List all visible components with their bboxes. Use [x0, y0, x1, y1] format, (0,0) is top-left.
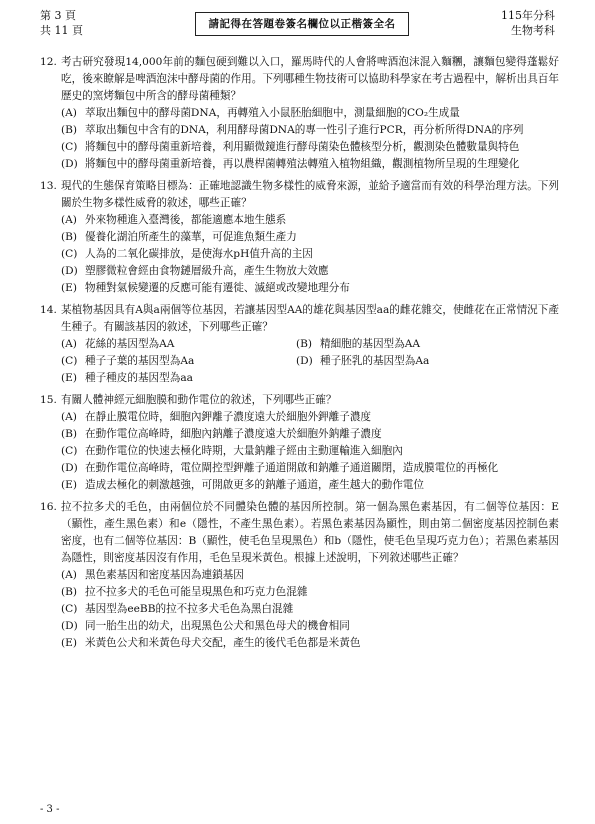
- option-text: 在動作電位高峰時，細胞內鈉離子濃度遠大於細胞外鈉離子濃度: [85, 428, 382, 440]
- question-16: [40, 499, 559, 652]
- option-text: 塑膠微粒會經由食物鏈層級升高，產生生物放大效應: [85, 265, 329, 277]
- option-d: [40, 263, 559, 280]
- option-a: [61, 336, 296, 353]
- option-label: (B): [296, 338, 313, 350]
- option-text: 基因型為eeBB的拉不拉多犬毛色為黑白混雜: [85, 603, 294, 615]
- option-c: [61, 353, 296, 370]
- option-e: [40, 477, 559, 494]
- option-e: [40, 635, 559, 652]
- option-e: [40, 370, 559, 387]
- option-label: (D): [61, 265, 78, 277]
- option-label: (A): [61, 214, 77, 226]
- option-text: 在動作電位的快速去極化時期，大量鈉離子經由主動運輸進入細胞內: [85, 445, 403, 457]
- option-text: 黑色素基因和密度基因為連鎖基因: [85, 569, 244, 581]
- option-b: [40, 426, 559, 443]
- option-label: (E): [61, 372, 77, 384]
- question-content: [40, 54, 559, 657]
- option-label: (D): [61, 158, 78, 170]
- option-text: 將麵包中的酵母菌重新培養，利用顯微鏡進行酵母菌染色體核型分析，觀測染色體數量與特色: [85, 141, 520, 153]
- option-b: [40, 229, 559, 246]
- option-label: (B): [61, 231, 78, 243]
- option-a: [40, 567, 559, 584]
- option-text: 優養化湖泊所產生的藻華，可促進魚類生產力: [85, 231, 297, 243]
- option-b: [40, 584, 559, 601]
- option-text: 外來物種進入臺灣後，都能適應本地生態系: [85, 214, 287, 226]
- option-label: (C): [61, 445, 78, 457]
- option-label: (A): [61, 411, 77, 423]
- option-text: 萃取出麵包中含有的DNA，利用酵母菌DNA的專一性引子進行PCR，再分析所得DNA的序列: [85, 124, 524, 136]
- option-text: 同一胎生出的幼犬，出現黑色公犬和黑色母犬的機會相同: [85, 620, 350, 632]
- question-text: 考古研究發現14,000年前的麵包硬到難以入口，羅馬時代的人會將啤酒泡沫混入麵糰，讓麵包變得蓬鬆好吃，後來瞭解是啤酒泡沫中酵母菌的作用。下列哪種生物技術可以協助科學家在考古過程中，解析出具百年歷史的窯烤麵包中所含的酵母菌種類？: [61, 56, 559, 102]
- option-label: (C): [61, 141, 78, 153]
- option-label: (C): [61, 248, 78, 260]
- page-footer: - 3 -: [40, 804, 60, 815]
- question-text: 拉不拉多犬的毛色，由兩個位於不同體染色體的基因所控制。第一個為黑色素基因，有二個等位基因：E（顯性，產生黑色素）和e（隱性，不產生黑色素）。若黑色素基因為顯性，則由第二個密度基因控制色素密度，也有二個等位基因：B（顯性，使毛色呈現黑色）和b（隱性，使毛色呈現巧克力色）；若黑色素基因為隱性，則密度基因沒有作用，毛色呈現米黃色。根據上述說明，下列敘述哪些正確？: [61, 501, 559, 564]
- subject-name: 生物考科: [511, 24, 555, 37]
- page-number: 第 3 頁: [40, 9, 76, 22]
- option-label: (C): [61, 603, 78, 615]
- option-label: (D): [296, 355, 313, 367]
- option-a: [40, 409, 559, 426]
- question-number: 15.: [40, 394, 57, 406]
- option-text: 種子子葉的基因型為Aa: [85, 355, 195, 367]
- option-text: 米黃色公犬和米黃色母犬交配，產生的後代毛色都是米黃色: [85, 637, 361, 649]
- option-a: [40, 105, 559, 122]
- option-text: 人為的二氧化碳排放，是使海水pH值升高的主因: [85, 248, 313, 260]
- question-14: [40, 302, 559, 387]
- option-text: 精細胞的基因型為AA: [320, 338, 421, 350]
- signature-notice-box: 請記得在答題卷簽名欄位以正楷簽全名: [195, 12, 409, 36]
- question-stem: [40, 178, 559, 212]
- option-text: 拉不拉多犬的毛色可能呈現黑色和巧克力色混雜: [85, 586, 308, 598]
- option-label: (D): [61, 620, 78, 632]
- option-label: (C): [61, 355, 78, 367]
- question-12: [40, 54, 559, 173]
- option-label: (B): [61, 124, 78, 136]
- question-text: 現代的生態保育策略目標為：正確地認識生物多樣性的威脅來源，並給予適當而有效的科學治理方法。下列關於生物多樣性威脅的敘述，哪些正確？: [61, 180, 559, 209]
- question-stem: [40, 302, 559, 336]
- option-label: (A): [61, 107, 77, 119]
- option-b: [40, 122, 559, 139]
- question-number: 16.: [40, 501, 57, 513]
- option-c: [40, 443, 559, 460]
- option-label: (D): [61, 462, 78, 474]
- question-stem: [40, 54, 559, 105]
- option-text: 萃取出麵包中的酵母菌DNA，再轉殖入小鼠胚胎細胞中，測量細胞的CO₂生成量: [85, 107, 460, 119]
- option-label: (E): [61, 282, 77, 294]
- option-label: (B): [61, 428, 78, 440]
- option-d: [40, 618, 559, 635]
- option-text: 物種對氣候變遷的反應可能有遷徙、滅絕或改變地理分布: [85, 282, 350, 294]
- option-label: (B): [61, 586, 78, 598]
- question-stem: [40, 499, 559, 567]
- page-header: [40, 8, 555, 44]
- option-text: 將麵包中的酵母菌重新培養，再以農桿菌轉殖法轉殖入植物組織，觀測植物所呈現的生理變化: [85, 158, 520, 170]
- question-stem: [40, 392, 559, 409]
- option-c: [40, 601, 559, 618]
- total-pages: 共 11 頁: [40, 24, 83, 37]
- header-page-info: [40, 8, 83, 38]
- question-15: [40, 392, 559, 494]
- option-c: [40, 139, 559, 156]
- option-d: [40, 156, 559, 173]
- question-text: 某植物基因具有A與a兩個等位基因，若讓基因型AA的雄花與基因型aa的雌花雜交，使雌花在正常情況下產生種子。有關該基因的敘述，下列哪些正確？: [61, 304, 559, 333]
- option-d: [40, 460, 559, 477]
- option-label: (E): [61, 479, 77, 491]
- option-text: 花絲的基因型為AA: [85, 338, 175, 350]
- option-b: [296, 336, 531, 353]
- question-number: 13.: [40, 180, 57, 192]
- option-label: (E): [61, 637, 77, 649]
- option-text: 種子胚乳的基因型為Aa: [320, 355, 430, 367]
- option-a: [40, 212, 559, 229]
- option-row: [40, 336, 559, 353]
- question-number: 12.: [40, 56, 57, 68]
- option-label: (A): [61, 338, 77, 350]
- option-e: [40, 280, 559, 297]
- question-13: [40, 178, 559, 297]
- option-text: 在動作電位高峰時，電位閘控型鉀離子通道開啟和鈉離子通道關閉，造成膜電位的再極化: [85, 462, 499, 474]
- option-label: (A): [61, 569, 77, 581]
- question-text: 有關人體神經元細胞膜和動作電位的敘述，下列哪些正確？: [61, 394, 337, 406]
- option-row: [40, 353, 559, 370]
- option-c: [40, 246, 559, 263]
- exam-name: 115年分科: [501, 9, 555, 22]
- option-d: [296, 353, 531, 370]
- question-number: 14.: [40, 304, 57, 316]
- option-text: 造成去極化的刺激越強，可開啟更多的鈉離子通道，產生越大的動作電位: [85, 479, 424, 491]
- option-text: 在靜止膜電位時，細胞內鉀離子濃度遠大於細胞外鉀離子濃度: [85, 411, 372, 423]
- header-exam-info: [501, 8, 555, 38]
- option-text: 種子種皮的基因型為aa: [85, 372, 193, 384]
